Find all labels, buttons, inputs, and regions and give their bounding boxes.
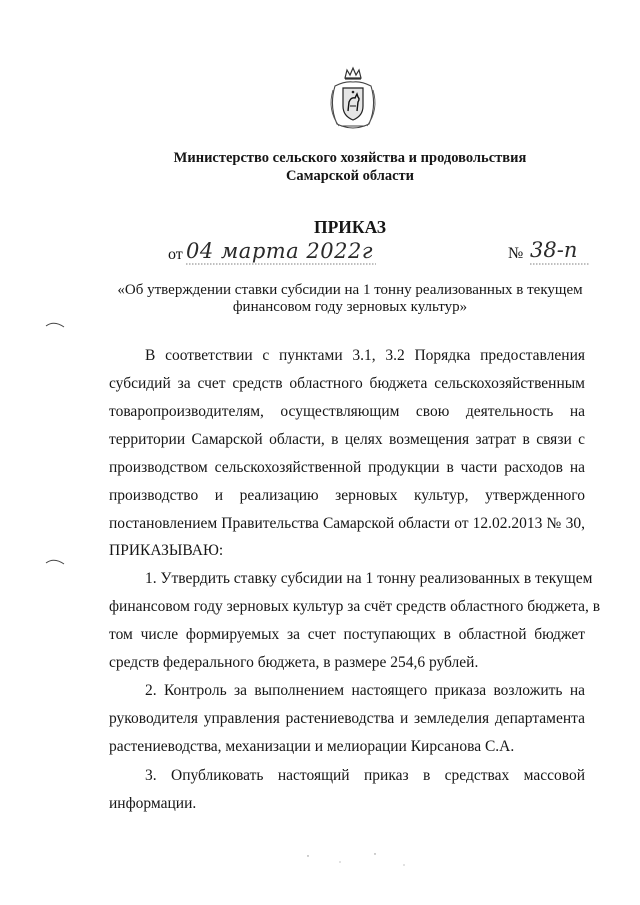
body-line: товаропроизводителям, осуществляющим свою деятельность на bbox=[109, 403, 585, 420]
ministry-name-line2: Самарской области bbox=[285, 168, 415, 184]
body-line: субсидий за счет средств областного бюджета сельскохозяйственным bbox=[109, 375, 585, 392]
date-prefix: от bbox=[168, 246, 183, 263]
body-line: финансовом году зерновых культур за счёт средств областного бюджета, в bbox=[109, 598, 601, 615]
body-line: информации. bbox=[109, 795, 197, 812]
body-line: том числе формируемых за счет поступающих в областной бюджет bbox=[109, 626, 585, 643]
handwritten-number: 38-п bbox=[530, 238, 578, 262]
body-line: производством сельскохозяйственной продукции в части расходов на bbox=[109, 459, 585, 476]
body-line: 3. Опубликовать настоящий приказ в средствах массовой bbox=[145, 767, 585, 784]
body-line: руководителя управления растениеводства и земледелия департамента bbox=[109, 710, 585, 727]
body-line: В соответствии с пунктами 3.1, 3.2 Порядка предоставления bbox=[145, 347, 585, 364]
document-title: ПРИКАЗ bbox=[313, 217, 387, 237]
body-line: постановлением Правительства Самарской области от 12.02.2013 № 30, bbox=[109, 515, 585, 532]
body-line: территории Самарской области, в целях возмещения затрат в связи с bbox=[109, 431, 585, 448]
subject-line1: «Об утверждении ставки субсидии на 1 тонну реализованных в текущем bbox=[117, 282, 583, 298]
body-line: растениеводства, механизации и мелиорации Кирсанова С.А. bbox=[109, 738, 515, 755]
body-line: 2. Контроль за выполнением настоящего приказа возложить на bbox=[145, 682, 585, 699]
date-underline bbox=[186, 262, 376, 266]
margin-mark bbox=[44, 320, 66, 330]
coat-of-arms-icon bbox=[325, 66, 381, 134]
margin-mark bbox=[44, 557, 66, 567]
body-line: производство и реализацию зерновых культур, утвержденного bbox=[109, 487, 585, 504]
body-line: 1. Утвердить ставку субсидии на 1 тонну реализованных в текущем bbox=[145, 570, 593, 587]
handwritten-date: 04 марта 2022г bbox=[186, 239, 373, 263]
number-prefix: № bbox=[508, 245, 524, 262]
ministry-name-line1: Министерство сельского хозяйства и продовольствия bbox=[173, 150, 527, 166]
scan-specks bbox=[300, 850, 420, 870]
order-keyword: ПРИКАЗЫВАЮ: bbox=[109, 542, 224, 559]
subject-line2: финансовом году зерновых культур» bbox=[232, 299, 468, 315]
number-underline bbox=[530, 262, 590, 266]
body-line: средств федерального бюджета, в размере 254,6 рублей. bbox=[109, 654, 479, 671]
